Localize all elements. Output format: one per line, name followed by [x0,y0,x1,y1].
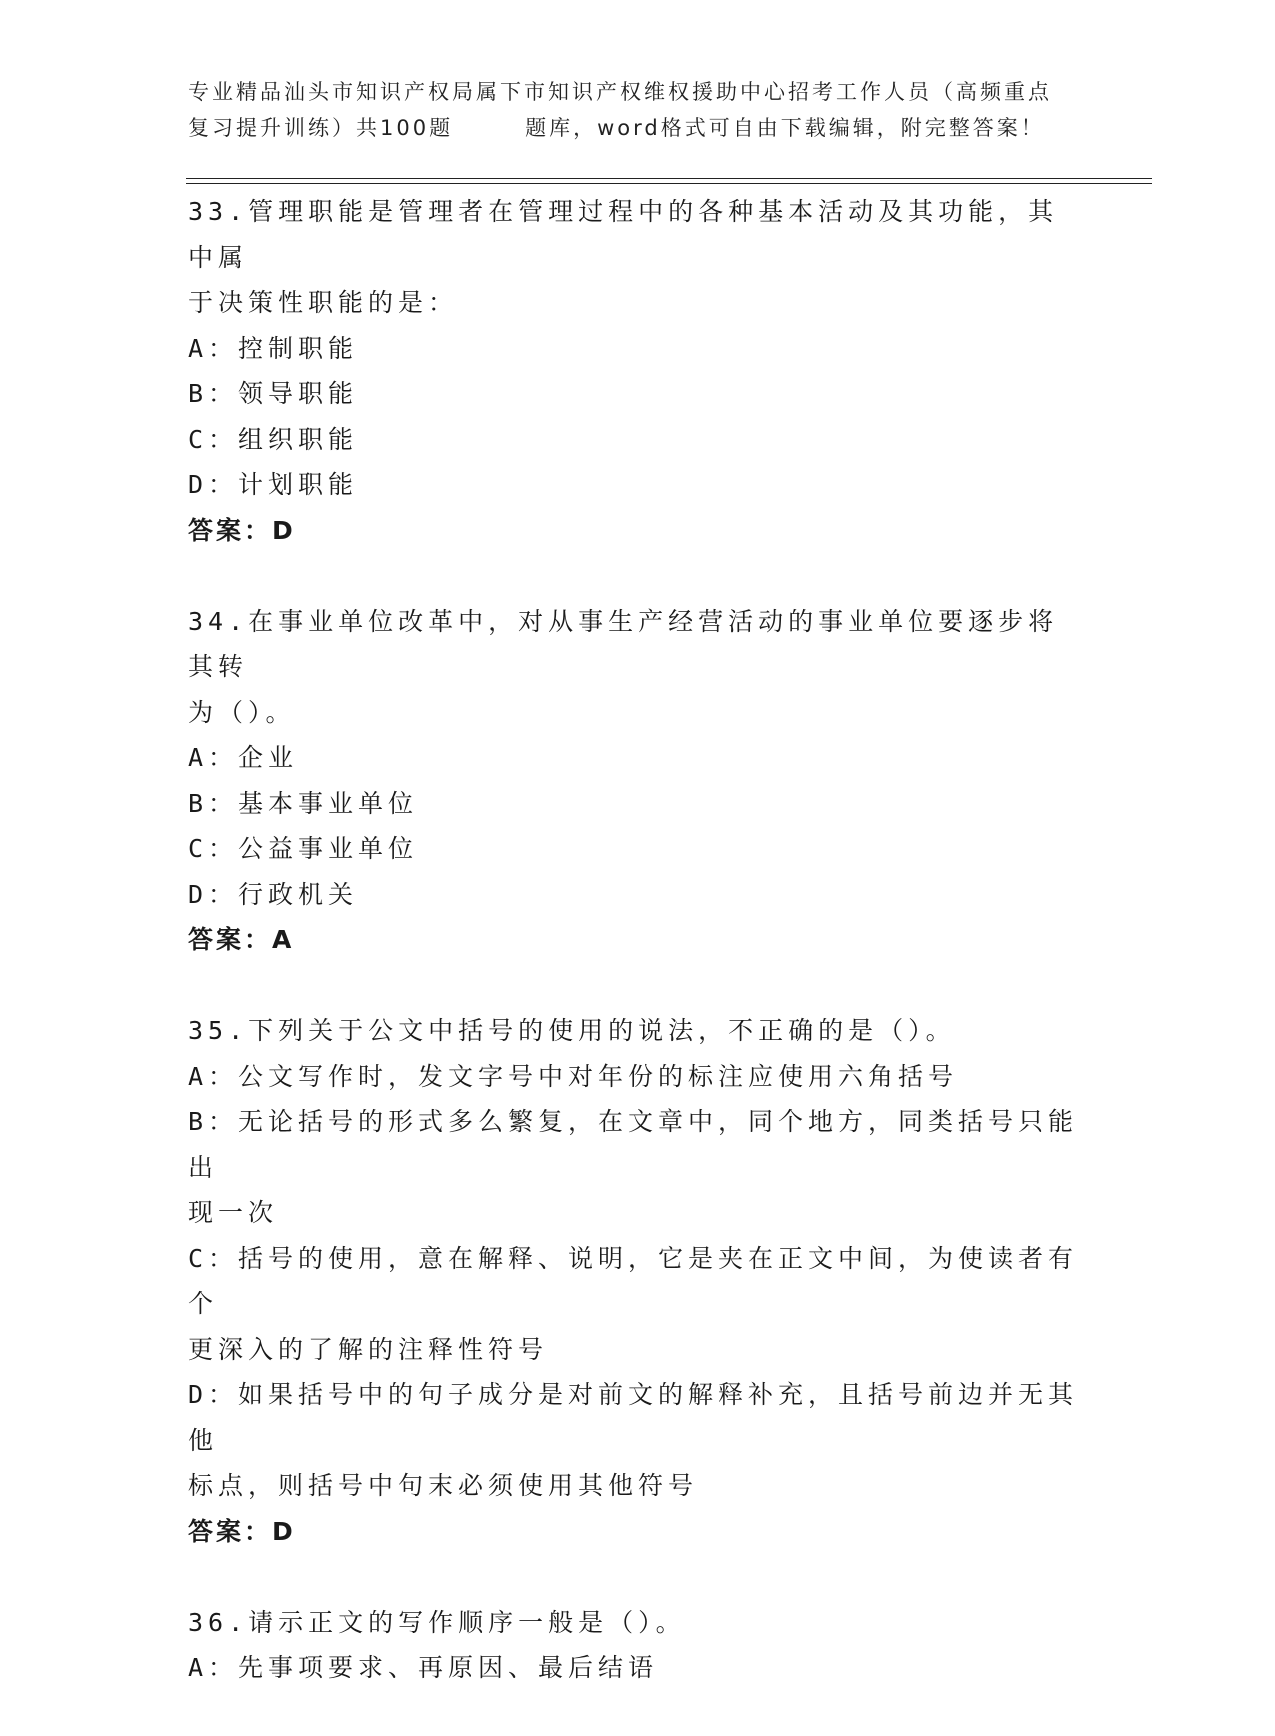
header-divider-bottom [186,183,1152,184]
answer-line: 答案：D [188,515,296,545]
option-line: 更深入的了解的注释性符号 [188,1334,549,1364]
option-line: C：组织职能 [188,424,359,454]
question-item [188,189,1088,553]
question-stem-line: 34.在事业单位改革中，对从事生产经营活动的事业单位要逐步将其转 [188,606,1059,681]
option-line: B：领导职能 [188,379,359,408]
question-stem-line: 36.请示正文的写作顺序一般是（）。 [188,1607,686,1637]
question-item [188,1008,1088,1554]
option-line: D：计划职能 [188,470,359,499]
question-stem-line: 于决策性职能的是： [188,288,459,317]
document-header [188,74,1088,146]
answer-line: 答案：D [188,1516,296,1546]
option-line: 现一次 [188,1198,279,1227]
question-item [188,1600,1088,1691]
question-item [188,599,1088,963]
option-line: C：公益事业单位 [188,834,419,863]
option-line: A：公文写作时，发文字号中对年份的标注应使用六角括号 [188,1061,959,1091]
question-stem-line: 为（）。 [188,697,296,727]
option-line: B：无论括号的形式多么繁复，在文章中，同个地方，同类括号只能出 [188,1107,1079,1182]
question-list [188,189,1088,1736]
option-line: A：企业 [188,743,299,772]
header-line-1: 专业精品汕头市知识产权局属下市知识产权维权援助中心招考工作人员（高频重点 [188,80,1052,104]
option-line: 标点，则括号中句末必须使用其他符号 [188,1471,699,1500]
option-line: D：行政机关 [188,879,359,909]
header-line-2-left: 复习提升训练）共100题 [188,116,454,140]
header-line-2-right: 题库，word格式可自由下载编辑，附完整答案！ [525,116,1045,140]
option-line: A：控制职能 [188,333,359,363]
question-stem-line: 33.管理职能是管理者在管理过程中的各种基本活动及其功能，其中属 [188,197,1059,272]
option-line: C：括号的使用，意在解释、说明，它是夹在正文中间，为使读者有个 [188,1243,1079,1318]
answer-line: 答案：A [188,925,295,954]
option-line: B：基本事业单位 [188,788,419,818]
option-line: D：如果括号中的句子成分是对前文的解释补充，且括号前边并无其他 [188,1380,1079,1455]
header-line-2 [188,110,1088,146]
question-stem-line: 35.下列关于公文中括号的使用的说法，不正确的是（）。 [188,1016,956,1045]
option-line: A：先事项要求、再原因、最后结语 [188,1653,659,1682]
header-divider-top [186,178,1152,179]
